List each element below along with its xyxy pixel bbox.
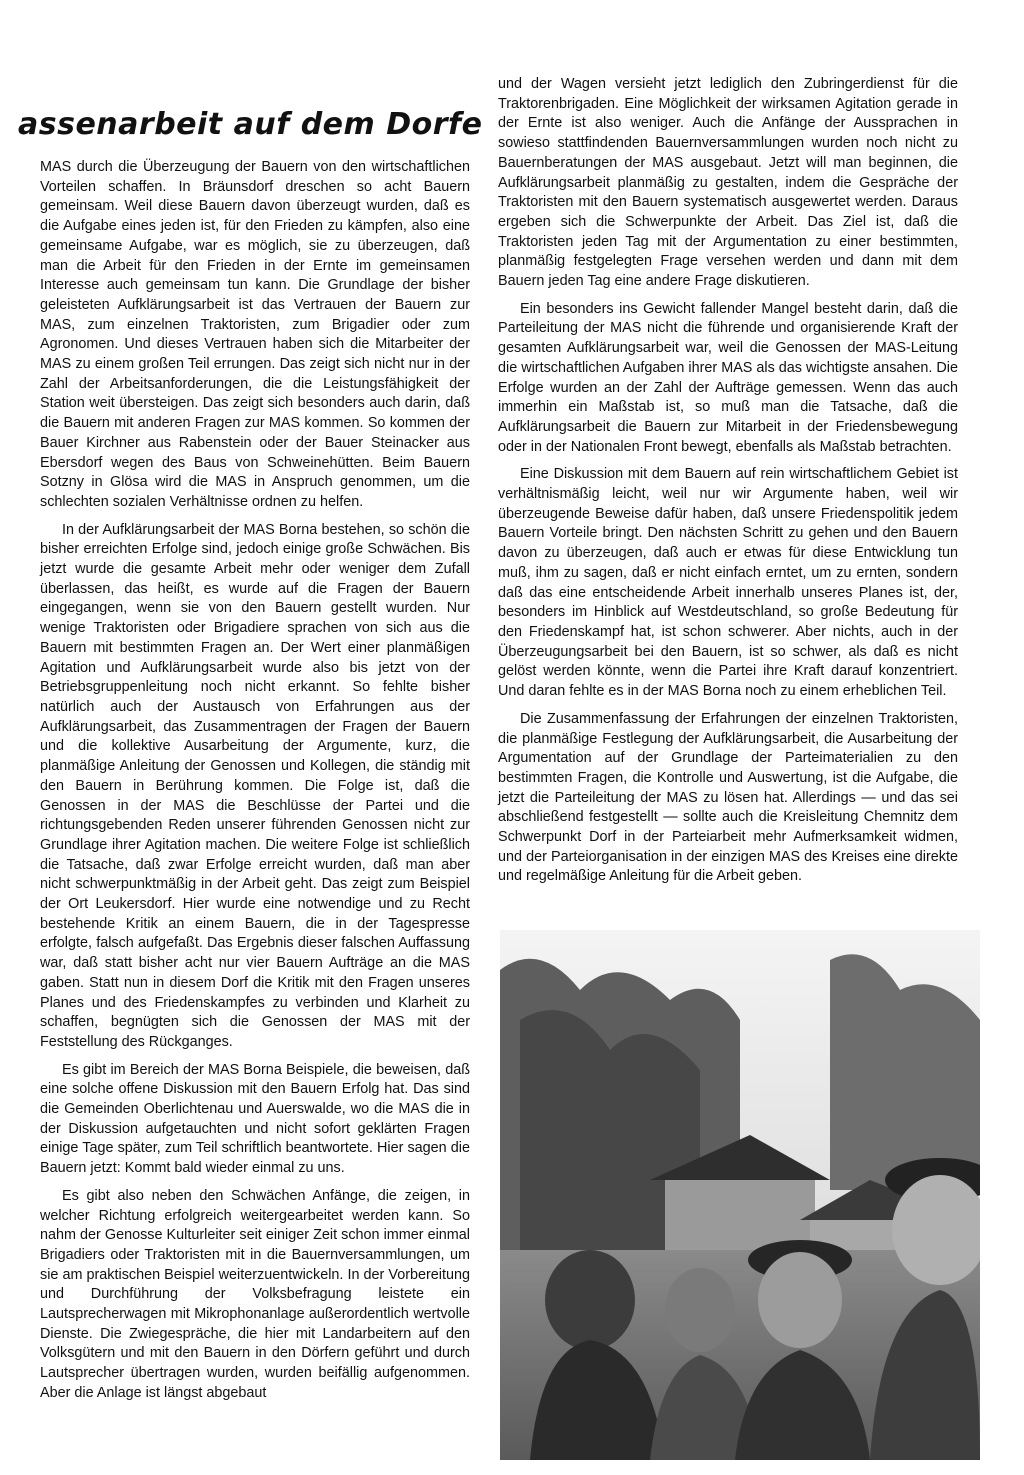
paragraph: Die Zusammenfassung der Erfahrungen der einzelnen Traktoristen, die planmäßige Festlegung der Aufklärungsarbeit, die Ausarbeitung der Argumentation auf der Grundlage der Parteimaterialien zu den bestimmten Fragen, die Kontrolle und Auswertung, ist die Aufgabe, die jetzt die Parteileitung der MAS zu lösen hat. Allerdings — und das sei abschließend festgestellt — sollte auch die Kreisleitung Chemnitz dem Schwerpunkt Dorf in der Parteiarbeit mehr Aufmerksamkeit widmen, und der Parteiorganisation in der einzigen MAS des Kreises eine direkte und regelmäßige Anleitung für die Arbeit geben. — [498, 710, 958, 885]
paragraph: In der Aufklärungsarbeit der MAS Borna bestehen, so schön die bisher erreichten Erfolge sind, jedoch einige große Schwächen. Bis jetzt wurde die gesamte Arbeit mehr oder weniger dem Zufall überlassen, das heißt, es wurde auf die Fragen der Bauern eingegangen, wenn sie von den Bauern gestellt wurden. Nur wenige Traktoristen oder Brigadiere sprachen von sich aus die Bauern mit bestimmten Fragen an. Der Wert einer planmäßigen Agitation und Aufklärungsarbeit wurde also bis jetzt von der Betriebsgruppenleitung noch nicht erkannt. So fehlte bisher natürlich auch der Austausch von Erfahrungen aus der Aufklärungsarbeit, das Zusammentragen der Fragen der Bauern und die kollektive Ausarbeitung der Argumente, kurz, die planmäßige Anleitung der Genossen und Kollegen, die ständig mit den Bauern in Berührung kommen. Die Folge ist, daß die Genossen in der MAS die Beschlüsse der Partei und die richtungsgebenden Reden unserer führenden Genossen nicht zur Grundlage ihrer Agitation machen. Die weitere Folge ist schließlich die Tatsache, daß zwar Erfolge erreicht wurden, daß man aber nicht schwerpunktmäßig in der Arbeit geht. Das zeigt zum Beispiel der Ort Leukersdorf. Hier wurde eine notwendige und zu Recht bestehende Kritik an einem Bauern, die in der Tagespresse erfolgte, falsch aufgefaßt. Das Ergebnis dieser falschen Auffassung war, daß statt bisher acht nur vier Bauern Aufträge an die MAS gaben. Statt nun in diesem Dorf die Kritik mit den Fragen unseres Planes und des Friedenskampfes zu verbinden und Klarheit zu schaffen, begnügten sich die Genossen der MAS mit der Feststellung des Rückganges. — [40, 521, 470, 1050]
paragraph: Es gibt im Bereich der MAS Borna Beispiele, die beweisen, daß eine solche offene Diskussion mit den Bauern Erfolg hat. Das sind die Gemeinden Oberlichtenau und Auerswalde, wo die MAS die in der Diskussion aufgetauchten und nicht sofort geklärten Fragen einige Tage später, zum Teil schriftlich beantwortete. Hier sagen die Bauern jetzt: Kommt bald wieder einmal zu uns. — [40, 1061, 470, 1177]
paragraph: und der Wagen versieht jetzt lediglich den Zubringerdienst für die Traktorenbrigaden. Eine Möglichkeit der wirksamen Agitation gerade in der Ernte ist also weniger. Auch die Anfänge der Aussprachen in sowieso stattfindenden Bauernversammlungen wurden noch nicht zu Bauernberatungen der MAS ausgebaut. Jetzt will man beginnen, die Aufklärungsarbeit planmäßig zu gestalten, indem die Gespräche der Traktoristen mit den Bauern systematisch ausgewertet werden. Daraus ergeben sich die Schwerpunkte der Arbeit. Das Ziel ist, daß die Traktoristen jeden Tag mit der Argumentation zu einer bestimmten, planmäßig festgelegten Frage versehen werden und dann mit dem Bauern jeden Tag eine andere Frage diskutieren. — [498, 76, 958, 290]
paragraph: Es gibt also neben den Schwächen Anfänge, die zeigen, in welcher Richtung erfolgreich weitergearbeitet werden kann. So nahm der Genosse Kulturleiter seit einiger Zeit schon immer einmal Brigadiers oder Traktoristen mit in die Bauernversammlungen, um sie am praktischen Beispiel weiterzuentwickeln. In der Vorbereitung und Durchführung der Volksbefragung leistete ein Lautsprecherwagen mit Mikrophonanlage außerordentlich wertvolle Dienste. Die Zwiegespräche, die hier mit Landarbeitern auf den Volksgütern und mit den Bauern in den Dörfern geführt und durch Lautsprecher übertragen wurden, wurden beifällig aufgenommen. Aber die Anlage ist längst abgebaut — [40, 1187, 470, 1401]
article-headline: assenarbeit auf dem Dorfe — [18, 107, 483, 142]
paragraph: Ein besonders ins Gewicht fallender Mangel besteht darin, daß die Parteileitung der MAS nicht die führende und organisierende Kraft der gesamten Aufklärungsarbeit war, weil die Genossen der MAS-Leitung die wirtschaftlichen Aufgaben ihrer MAS als das wichtigste ansahen. Die Erfolge wurden an der Zahl der Aufträge gemessen. Wenn das auch immerhin ein Maßstab ist, so muß man die Tatsache, daß die Aufklärungsarbeit die Bauern zur Mitarbeit in der Friedensbewegung oder in der Nationalen Front bewegt, ebenfalls als Maßstab betrachten. — [498, 300, 958, 455]
right-text-column — [498, 75, 958, 887]
photo-illustration — [500, 930, 980, 1460]
paragraph: Eine Diskussion mit dem Bauern auf rein wirtschaftlichem Gebiet ist verhältnismäßig leicht, weil nur wir Argumente haben, weil wir überzeugende Beweise dafür haben, daß unsere Friedenspolitik jedem Bauern Vorteile bringt. Den nächsten Schritt zu gehen und den Bauern davon zu überzeugen, daß auch er etwas für diese Entwicklung tun muß, ihm zu sagen, daß er nicht einfach erntet, um zu ernten, sondern daß das eine entscheidende Arbeit innerhalb unseres Planes ist, der, besonders im Hinblick auf Westdeutschland, so große Bedeutung für den Friedenskampf hat, ist schon schwerer. Aber nichts, auch in der Überzeugungsarbeit bei den Bauern, ist so schwer, als daß es nicht gelöst werden könnte, wenn die Partei ihre Kraft darauf konzentriert. Und daran fehlte es in der MAS Borna noch zu einem erheblichen Teil. — [498, 466, 958, 700]
paragraph: MAS durch die Überzeugung der Bauern von den wirtschaftlichen Vorteilen schaffen. In Bräunsdorf dreschen so acht Bauern gemeinsam. Weil diese Bauern davon überzeugt wurden, daß es die Aufgabe eines jeden ist, für den Frieden zu kämpfen, also eine gemeinsame Aufgabe, war es möglich, sie zu überzeugen, daß man die Arbeit für den Frieden in der Ernte im gemeinsamen Interesse auch gemeinsam tun kann. Die Grundlage der bisher geleisteten Aufklärungsarbeit ist das Vertrauen der Bauern zur MAS, zum einzelnen Traktoristen, zum Brigadier oder zum Agronomen. Und dieses Vertrauen haben sich die Mitarbeiter der MAS zu einem großen Teil errungen. Das zeigt sich nicht nur in der Zahl der Arbeitsanforderungen, die die Leistungsfähigkeit der Station weit übersteigen. Das zeigt sich besonders auch darin, daß die Bauern mit anderen Fragen zur MAS kommen. So kommen der Bauer Kirchner aus Rabenstein oder der Bauer Steinacker aus Ebersdorf wegen des Baus von Schweinehütten. Beim Bauern Sotzny in Glösa wird die MAS in Anspruch genommen, um die schlechten sozialen Verhältnisse ordnen zu helfen. — [40, 159, 470, 510]
photo-farmers-discussion — [500, 930, 980, 1460]
left-text-column — [40, 158, 470, 1404]
